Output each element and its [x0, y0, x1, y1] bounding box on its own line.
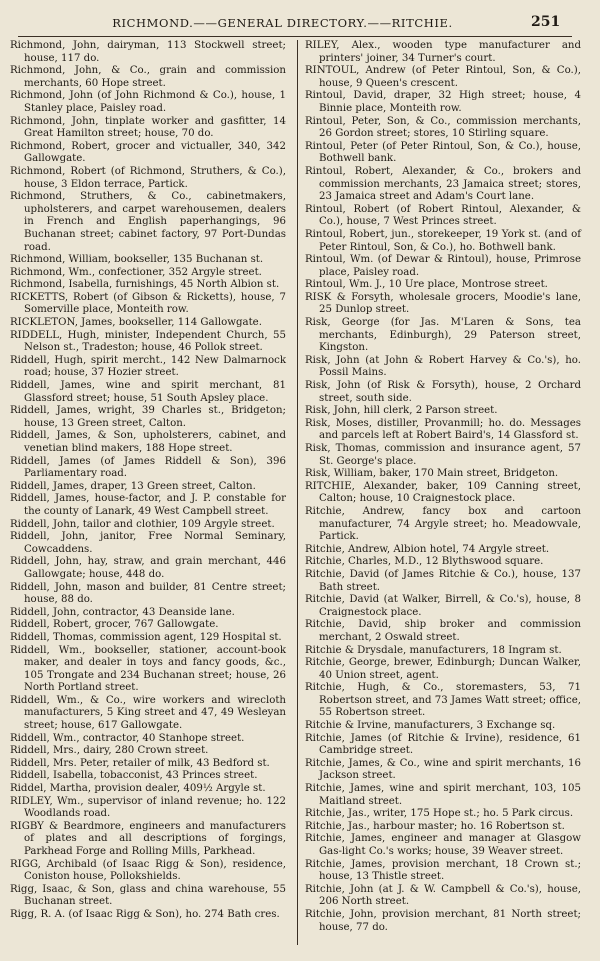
- directory-entry: Risk, William, baker, 170 Main street, Bridgeton.: [305, 468, 559, 480]
- page-number: 251: [531, 14, 561, 30]
- directory-entry: Rintoul, Wm. J., 10 Ure place, Montrose street.: [305, 279, 548, 291]
- directory-entry: Ritchie, James, wine and spirit merchant, 103, 105 Maitland street.: [305, 783, 581, 807]
- directory-entry: Riddell, Isabella, tobacconist, 43 Princes street.: [10, 770, 258, 782]
- directory-entry: Richmond, Struthers, & Co., cabinetmakers, upholsterers, and carpet warehousemen, dealers in French and English paperhangings, 96 Buchanan street; cabinet factory, 97 Port-Dundas road.: [10, 191, 286, 253]
- directory-entry: Ritchie, David (of James Ritchie & Co.), house, 137 Bath street.: [305, 568, 581, 593]
- directory-entry: Richmond, Robert, grocer and victualler, 340, 342 Gallowgate.: [10, 140, 286, 165]
- directory-entry: Rigg, Isaac, & Son, glass and china warehouse, 55 Buchanan street.: [10, 883, 286, 908]
- directory-entry: Rintoul, Peter, Son, & Co., commission merchants, 26 Gordon street; stores, 10 Stirling square.: [305, 115, 581, 140]
- directory-entry: Riddell, John, janitor, Free Normal Seminary, Cowcaddens.: [10, 531, 286, 555]
- directory-entry: Riddell, James, house-factor, and J. P. constable for the county of Lanark, 49 West Campbell street.: [10, 493, 286, 517]
- directory-entry: Risk, Thomas, commission and insurance agent, 57 St. George's place.: [305, 443, 581, 467]
- directory-entry: Richmond, Wm., confectioner, 352 Argyle street.: [10, 266, 262, 278]
- directory-entry: Ritchie, James (of Ritchie & Irvine), residence, 61 Cambridge street.: [305, 732, 581, 757]
- directory-entry: Ritchie, John, provision merchant, 81 North street; house, 77 do.: [305, 908, 581, 933]
- right-column: [305, 40, 581, 934]
- directory-entry: Richmond, Isabella, furnishings, 45 North Albion st.: [10, 279, 280, 291]
- directory-entry: Ritchie, Jas., harbour master; ho. 16 Robertson st.: [305, 820, 565, 832]
- directory-entry: Rintoul, Wm. (of Dewar & Rintoul), house, Primrose place, Paisley road.: [305, 254, 581, 278]
- header-rule: [18, 36, 572, 37]
- directory-entry: RICKETTS, Robert (of Gibson & Ricketts), house, 7 Somerville place, Monteith row.: [10, 291, 286, 316]
- directory-entry: Ritchie, John (at J. & W. Campbell & Co.'s), house, 206 North street.: [305, 883, 581, 908]
- directory-entry: Risk, Moses, distiller, Provanmill; ho. do. Messages and parcels left at Robert Baird's, 14 Glassford st.: [305, 417, 581, 442]
- directory-entry: RISK & Forsyth, wholesale grocers, Moodie's lane, 25 Dunlop street.: [305, 291, 581, 316]
- directory-entry: RITCHIE, Alexander, baker, 109 Canning street, Calton; house, 10 Craignestock place.: [305, 480, 581, 505]
- directory-entry: RIDLEY, Wm., supervisor of inland revenue; ho. 122 Woodlands road.: [10, 795, 286, 820]
- directory-entry: Richmond, John (of John Richmond & Co.), house, 1 Stanley place, Paisley road.: [10, 90, 286, 114]
- directory-entry: Ritchie, James, provision merchant, 18 Crown st.; house, 13 Thistle street.: [305, 858, 581, 883]
- directory-entry: Riddell, Hugh, spirit mercht., 142 New Dalmarnock road; house, 37 Hozier street.: [10, 354, 286, 379]
- directory-entry: Rintoul, Robert, Alexander, & Co., brokers and commission merchants, 23 Jamaica street; stores, 23 Jamaica street and Adam's Court lane.: [305, 165, 581, 203]
- directory-entry: Riddell, Thomas, commission agent, 129 Hospital st.: [10, 631, 282, 643]
- directory-entry: RIGG, Archibald (of Isaac Rigg & Son), residence, Coniston house, Pollokshields.: [10, 858, 286, 883]
- directory-entry: Ritchie, Hugh, & Co., storemasters, 53, 71 Robertson street, and 73 James Watt street; office, 55 Robertson street.: [305, 682, 581, 719]
- directory-entry: Richmond, William, bookseller, 135 Buchanan st.: [10, 254, 264, 266]
- directory-entry: Ritchie, David (at Walker, Birrell, & Co.'s), house, 8 Craignestock place.: [305, 594, 581, 618]
- directory-entry: Ritchie, Charles, M.D., 12 Blythswood square.: [305, 556, 544, 568]
- directory-entry: Rintoul, Robert, jun., storekeeper, 19 York st. (and of Peter Rintoul, Son, & Co.), ho. Bothwell bank.: [305, 228, 581, 253]
- directory-entry: Rintoul, Peter (of Peter Rintoul, Son, & Co.), house, Bothwell bank.: [305, 140, 581, 165]
- directory-entry: Riddell, Wm., & Co., wire workers and wirecloth manufacturers, 5 King street and 47, 49 Wesleyan street; house, 617 Gallowgate.: [10, 694, 286, 732]
- directory-entry: Riddell, James, draper, 13 Green street, Calton.: [10, 480, 256, 492]
- directory-entry: Richmond, John, & Co., grain and commission merchants, 60 Hope street.: [10, 65, 286, 89]
- directory-entry: Risk, John (at John & Robert Harvey & Co.'s), ho. Possil Mains.: [305, 354, 581, 379]
- directory-entry: Risk, John (of Risk & Forsyth), house, 2 Orchard street, south side.: [305, 380, 581, 404]
- left-column: [10, 40, 286, 922]
- directory-entry: Ritchie, David, ship broker and commission merchant, 2 Oswald street.: [305, 619, 581, 643]
- directory-entry: Ritchie, James, & Co., wine and spirit merchants, 16 Jackson street.: [305, 757, 581, 782]
- directory-entry: Richmond, Robert (of Richmond, Struthers, & Co.), house, 3 Eldon terrace, Partick.: [10, 165, 286, 190]
- directory-entry: Riddell, James, wine and spirit merchant, 81 Glassford street; house, 51 South Apsley place.: [10, 380, 286, 404]
- directory-entry: Riddell, Mrs. Peter, retailer of milk, 43 Bedford st.: [10, 757, 270, 769]
- directory-entry: Riddell, John, hay, straw, and grain merchant, 446 Gallowgate; house, 448 do.: [10, 556, 286, 580]
- directory-entry: Riddell, John, contractor, 43 Deanside lane.: [10, 606, 235, 618]
- directory-entry: Riddell, John, mason and builder, 81 Centre street; house, 88 do.: [10, 581, 286, 606]
- directory-entry: Riddell, Robert, grocer, 767 Gallowgate.: [10, 619, 219, 631]
- directory-entry: Rintoul, David, draper, 32 High street; house, 4 Binnie place, Monteith row.: [305, 90, 581, 114]
- directory-entry: Richmond, John, tinplate worker and gasfitter, 14 Great Hamilton street; house, 70 do.: [10, 115, 286, 140]
- directory-entry: Riddell, James (of James Riddell & Son), 396 Parliamentary road.: [10, 455, 286, 480]
- directory-entry: Riddell, Wm., contractor, 40 Stanhope street.: [10, 732, 245, 744]
- directory-entry: Ritchie, James, engineer and manager at Glasgow Gas-light Co.'s works; house, 39 Weaver street.: [305, 833, 581, 857]
- directory-entry: Risk, John, hill clerk, 2 Parson street.: [305, 405, 498, 417]
- directory-entry: Ritchie, Jas., writer, 175 Hope st.; ho. 5 Park circus.: [305, 808, 574, 820]
- directory-entry: RICKLETON, James, bookseller, 114 Gallowgate.: [10, 317, 262, 329]
- directory-entry: Ritchie, Andrew, Albion hotel, 74 Argyle street.: [305, 543, 550, 555]
- directory-entry: RIDDELL, Hugh, minister, Independent Church, 55 Nelson st., Tradeston; house, 46 Pollok street.: [10, 329, 286, 354]
- directory-entry: Riddell, Mrs., dairy, 280 Crown street.: [10, 745, 209, 757]
- directory-entry: Riddell, John, tailor and clothier, 109 Argyle street.: [10, 518, 275, 530]
- directory-entry: RILEY, Alex., wooden type manufacturer and printers' joiner, 34 Turner's court.: [305, 40, 581, 64]
- directory-entry: Riddell, Wm., bookseller, stationer, account-book maker, and dealer in toys and fancy goods, &c., 105 Trongate and 234 Buchanan street; house, 26 North Portland street.: [10, 644, 286, 694]
- directory-entry: Riddel, Martha, provision dealer, 409½ Argyle st.: [10, 783, 266, 795]
- directory-entry: Riddell, James, wright, 39 Charles st., Bridgeton; house, 13 Green street, Calton.: [10, 405, 286, 429]
- directory-entry: Ritchie, George, brewer, Edinburgh; Duncan Walker, 40 Union street, agent.: [305, 657, 581, 681]
- directory-entry: RINTOUL, Andrew (of Peter Rintoul, Son, & Co.), house, 9 Queen's crescent.: [305, 65, 581, 89]
- directory-entry: RIGBY & Beardmore, engineers and manufacturers of plates and all descriptions of forgings, Parkhead Forge and Rolling Mills, Parkhead.: [10, 820, 286, 857]
- directory-entry: Risk, George (for Jas. M'Laren & Sons, tea merchants, Edinburgh), 29 Paterson street, Kingston.: [305, 317, 581, 354]
- directory-entry: Riddell, James, & Son, upholsterers, cabinet, and venetian blind makers, 188 Hope street.: [10, 430, 286, 454]
- directory-entry: Ritchie & Irvine, manufacturers, 3 Exchange sq.: [305, 720, 556, 732]
- running-head: RICHMOND.——GENERAL DIRECTORY.——RITCHIE.: [112, 16, 453, 30]
- directory-entry: Richmond, John, dairyman, 113 Stockwell street; house, 117 do.: [10, 40, 286, 64]
- directory-entry: Rintoul, Robert (of Robert Rintoul, Alexander, & Co.), house, 7 West Princes street.: [305, 203, 581, 228]
- directory-entry: Ritchie & Drysdale, manufacturers, 18 Ingram st.: [305, 644, 562, 656]
- directory-entry: Rigg, R. A. (of Isaac Rigg & Son), ho. 274 Bath cres.: [10, 908, 280, 920]
- page-header: [0, 16, 600, 34]
- column-divider: [297, 40, 298, 945]
- directory-entry: Ritchie, Andrew, fancy box and cartoon manufacturer, 74 Argyle street; ho. Meadowvale, Partick.: [305, 505, 581, 543]
